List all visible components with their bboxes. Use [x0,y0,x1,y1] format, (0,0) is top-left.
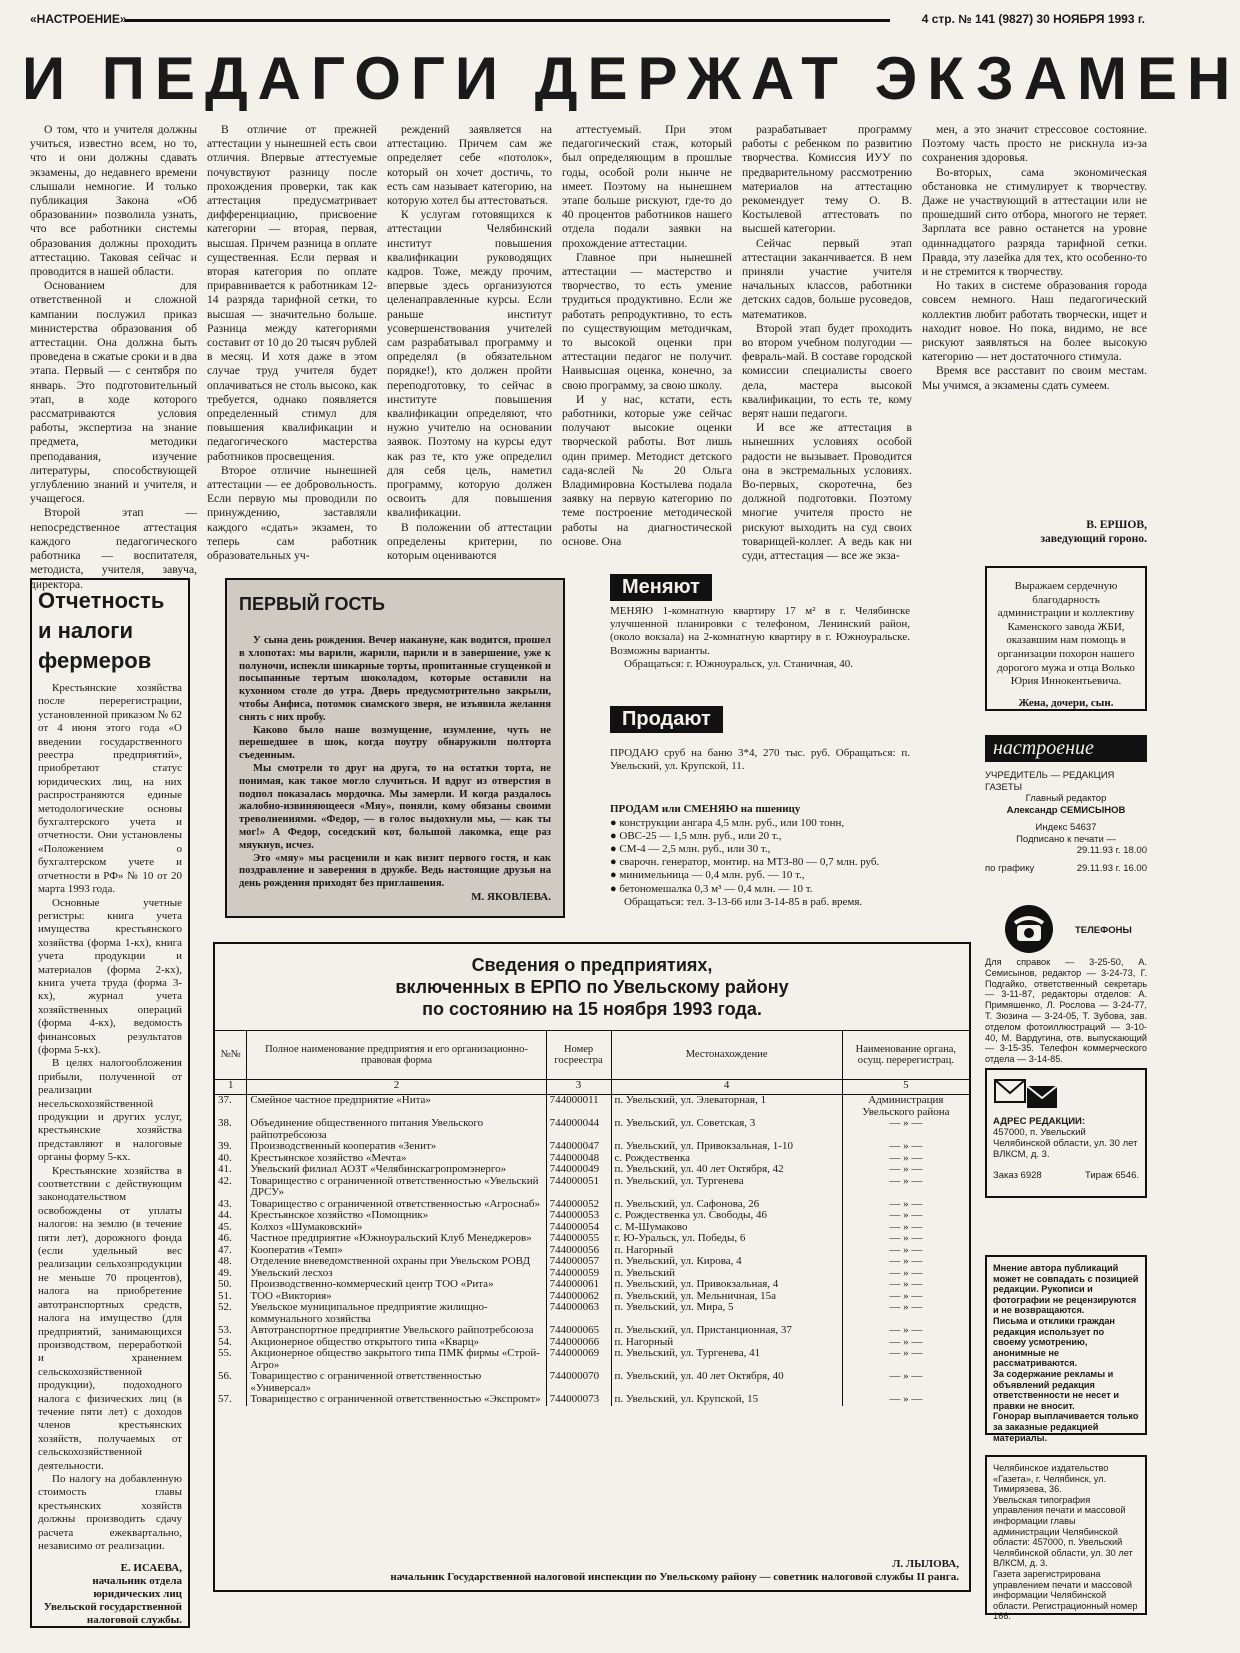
paragraph: В положении об аттестации определены критерии, по которым оцениваются [387,520,552,563]
disclaimer-line: Мнение автора публикаций может не совпадать с позицией редакции. Рукописи и фотографии не рецензируются и не возвращаются. [993,1263,1139,1316]
table-cell-n: 42. [218,1174,232,1187]
table-cell-n: 54. [218,1335,232,1348]
table-cell-name: Товарищество с ограниченной ответственностью «Агроснаб» [247,1199,546,1211]
sell2-contact: Обращаться: тел. 3-13-66 или 3-14-85 в раб. время. [624,895,863,908]
col-number: 3 [546,1080,611,1095]
farmers-body [38,682,182,1562]
table-cell-reg: 744000049 [546,1164,611,1176]
paragraph: Но таких в системе образования города совсем немного. Наш педагогический коллектив любит работать творчески, ищет и находит новое. Но пока, видимо, не все рискуют заявляться на более высокую категорию — нет достаточного стимула. [922,279,1147,364]
masthead [985,735,1147,905]
newspaper-logo: настроение [985,735,1147,762]
table-cell-org: — » — [842,1164,969,1176]
table-cell-name: Автотранспортное предприятие Увельского райпотребсоюза [247,1325,546,1337]
article-col-5 [742,123,912,563]
paragraph: Это «мяу» мы расценили и как визит первого гостя, и как поздравление и заверения в дружбе. Ведь настоящие друзья на день рождения приходят без приглашения. [239,852,551,890]
farmers-article [30,578,190,1628]
table-cell-org: — » — [842,1325,969,1337]
paragraph: Время все расставит по своим местам. Мы учимся, а экзамены сдать сумеем. [922,364,1147,392]
order-number: Заказ 6928 [993,1170,1042,1181]
erpo-title-line: включенных в ЕРПО по Увельскому району [395,977,789,997]
table-row [215,1348,969,1371]
telephone-icon [1005,905,1053,953]
table-cell-reg: 744000061 [546,1279,611,1291]
table-row [215,1095,969,1119]
phones-block [985,905,1147,1085]
list-item: ● сварочн. генератор, монтир. на МТЗ-80 — 0,7 млн. руб. [610,856,880,869]
table-cell-loc: п. Увельский, ул. Мельничная, 15а [611,1291,842,1303]
table-cell-loc: п. Увельский, ул. Элеваторная, 1 [611,1095,842,1119]
table-cell-n: 57. [218,1393,232,1405]
table-cell-n: 37. [218,1094,232,1106]
table-cell-org: — » — [842,1279,969,1291]
table-cell-loc: с. Рождественка [611,1153,842,1165]
founder: УЧРЕДИТЕЛЬ — РЕДАКЦИЯ ГАЗЕТЫ [985,770,1115,793]
signed-value: 29.11.93 г. 18.00 [1076,845,1147,856]
table-cell-n: 46. [218,1232,232,1244]
table-cell-org: Администрация Увельского района [842,1095,969,1119]
erpo-title-line: Сведения о предприятиях, [471,955,713,975]
address-text: 457000, п. Увельский Челябинской области, ул. 30 лет ВЛКСМ, д. 3. [993,1127,1138,1160]
table-cell-reg: 744000051 [546,1176,611,1199]
paragraph: И у нас, кстати, есть работники, которые уже сейчас получают высокие оценки творческой работы. Вот лишь один пример. Методист детского сада-яслей № 20 Ольга Владимировна Костылева подала заявку на первую категорию по теме построение методической работы на диагностической основе. Она [562,392,732,548]
header-rule [125,19,890,22]
table-cell-loc: п. Увельский, ул. Тургенева, 41 [611,1348,842,1371]
disclaimer-line: Гонорар выплачивается только за заказные редакцией материалы. [993,1411,1139,1443]
table-cell-name: Увельское муниципальное предприятие жилищно-коммунального хозяйства [247,1302,546,1325]
table-cell-n: 52. [218,1301,232,1313]
table-cell-org: — » — [842,1371,969,1394]
paragraph: Крестьянские хозяйства в соответствии с действующим законодательством освобождены от уплаты налогов: на землю (в течение пяти лет), дорожного фонда (если удельный вес реализации сельхозпродукции не меньше 70 процентов), налога на приобретение автотранспортных средств, налога на имущество (для предприятий, занимающихся производством, переработкой и хранением сельскохозяйственной продукции), подоходного налога с физических лиц (в течение пяти лет) с доходов членов крестьянских хозяйств, получаемых от сельскохозяйственной деятельности. [38,1164,182,1472]
table-cell-org: — » — [842,1256,969,1268]
table-row [215,1302,969,1325]
table-cell-loc: п. Нагорный [611,1337,842,1349]
table-cell-reg: 744000054 [546,1222,611,1234]
table-row [215,1394,969,1406]
table-row [215,1118,969,1141]
disclaimer-block [985,1255,1147,1443]
paragraph: К услугам готовящихся к аттестации Челябинский институт повышения квалификации руководящих кадров. Тоже, между прочим, впервые здесь организуются целенаправленные курсы. Если раньше институт усовершенствования учителей сам разрабатывал программу и определял (в обязательном порядке!), кто должен пройти переподготовку, то сейчас в институте повышения квалификации определяют, что нужно учителю на основании заявок. Поэтому на курсы едут как раз те, кто уже определил для себя цель, наметил программу, которую должен освоить для повышения квалификации. [387,208,552,520]
table-cell-reg: 744000053 [546,1210,611,1222]
table-cell-reg: 744000059 [546,1268,611,1280]
table-row [215,1141,969,1153]
printer-line: Газета зарегистрирована управлением печати и массовой информации Челябинской области. Регистрационный номер 166. [993,1568,1138,1622]
table-cell-org: — » — [842,1348,969,1371]
author-name: В. ЕРШОВ, [1086,518,1147,531]
table-cell-loc: п. Увельский, ул. Пристанционная, 37 [611,1325,842,1337]
table-cell-loc: с. М-Шумаково [611,1222,842,1234]
main-headline: И ПЕДАГОГИ ДЕРЖАТ ЭКЗАМЕН [22,45,1240,112]
author-role: начальник отдела юридических лиц Увельской государственной налоговой службы. [43,1575,182,1626]
article-col-4 [562,123,732,548]
table-cell-n: 38. [218,1117,232,1129]
list-item: ● конструкции ангара 4,5 млн. руб., или 100 тонн, [610,816,845,829]
col-number: 5 [842,1080,969,1095]
table-cell-reg: 744000070 [546,1371,611,1394]
table-cell-reg: 744000063 [546,1302,611,1325]
article-col-1 [30,123,197,591]
article-col-2 [207,123,377,563]
table-cell-loc: п. Увельский, ул. Привокзальная, 1-10 [611,1141,842,1153]
table-cell-reg: 744000062 [546,1291,611,1303]
author-role: начальник Государственной налоговой инспекции по Увельскому району — советник налоговой службы II ранга. [390,1571,959,1583]
table-cell-reg: 744000065 [546,1325,611,1337]
paragraph: аттестуемый. При этом педагогический стаж, который был определяющим в прошлые годы, особой роли нынче не имеет. Поэтому на нынешнем этапе больше рискуют, где-то до 40 процентов работников нашего отдела подали заявки на прохождение аттестации. [562,123,732,250]
table-cell-reg: 744000069 [546,1348,611,1371]
printer-line: Увельская типография управления печати и массовой информации главы администрации Челябинской области: 457000, п. Увельский Челябинской области, ул. 30 лет ВЛКСМ, д. 3. [993,1494,1133,1569]
erpo-title-line: по состоянию на 15 ноября 1993 года. [422,999,762,1019]
erpo-table [215,1030,969,1406]
table-cell-n: 41. [218,1163,232,1175]
exchange-tag: Меняют [610,574,712,601]
table-row [215,1210,969,1222]
table-cell-name: Товарищество с ограниченной ответственностью «Увельский ДРСУ» [247,1176,546,1199]
table-cell-org: — » — [842,1199,969,1211]
paragraph: Мы смотрели то друг на друга, то на остатки торта, не понимая, как такое могло случиться. И вдруг из отверстия в подпол показалась мордочка. Мы замерли. И когда раздалось жалобно-извиняющееся «Мяу», поняли, кому обязаны своими треволнениями. «Федор, — в голос выдохнули мы, — как ты мог!» А Федор, соседский кот, большой лакомка, еще раз мяукнув, исчез. [239,762,551,851]
phones-text: Для справок — 3-25-50, А. Семисынов, редактор — 3-24-73, Г. Подгайко, ответственный секретарь — 3-11-87, редакторы отделов: А. Примяшенко, Л. Рослова — 3-24-77, Т. Зюзина — 3-24-05, Т. Зубова, зав. отделом фотоиллюстраций — 3-10-40, М. Вардугина, отв. выпускающий — 3-15-35. Телефон коммерческого отдела — 3-14-85. [985,957,1147,1065]
address-block [985,1068,1147,1198]
paragraph: мен, а это значит стрессовое состояние. Поэтому часть просто не рискнула из-за сохранения здоровья. [922,123,1147,165]
table-cell-loc: п. Увельский, ул. 40 лет Октября, 42 [611,1164,842,1176]
table-row [215,1233,969,1245]
address-title: АДРЕС РЕДАКЦИИ: [993,1116,1086,1127]
paragraph: Крестьянские хозяйства после перерегистрации, установленной приказом № 62 от 4 июня этого года «О введении государственного реестра предприятий», приобретают статус юридических лиц, на них распространяются единые методологические основы бухгалтерского учета и отчетности. Они установлены «Положением о бухгалтерском учете и отчетности в РФ» № 10 от 20 марта 1993 года. [38,682,182,896]
col-header-reg: Номер госреестра [546,1031,611,1080]
table-cell-loc: п. Увельский, ул. Крупской, 15 [611,1394,842,1406]
phones-title: ТЕЛЕФОНЫ [1075,925,1132,936]
col-header-org: Наименование органа, осущ. перерегистрац. [842,1031,969,1080]
table-cell-reg: 744000044 [546,1118,611,1141]
col-number: 2 [247,1080,546,1095]
table-cell-org: — » — [842,1176,969,1199]
erpo-table-body [215,1095,969,1406]
author-name: Е. ИСАЕВА, [120,1562,182,1574]
table-cell-name: Увельский лесхоз [247,1268,546,1280]
sell-tag: Продают [610,706,723,733]
paragraph: разрабатывает программу работы с ребенком по развитию творчества. Комиссия ИУУ по предварительному рассмотрению материалов на аттестацию рекомендует тему О. В. Костылевой аттестовать по высшей категории. [742,123,912,236]
table-cell-name: ТОО «Виктория» [247,1291,546,1303]
erpo-table-block [213,942,971,1592]
list-item: ● СМ-4 — 2,5 млн. руб., или 30 т., [610,843,771,856]
table-cell-name: Увельский филиал АОЗТ «Челябинскагропромэнерго» [247,1164,546,1176]
col-header-num: №№ [215,1031,247,1080]
table-cell-loc: п. Увельский, ул. Тургенева [611,1176,842,1199]
first-guest-article [225,578,565,918]
article-signature [922,518,1147,546]
table-cell-org: — » — [842,1337,969,1349]
envelope-icon [993,1076,1139,1116]
paragraph: Каково было наше возмущение, изумление, чуть не перешедшее в шок, когда поутру обнаружили полторта съеденным. [239,724,551,762]
table-cell-org: — » — [842,1118,969,1141]
table-cell-loc: п. Увельский, ул. 40 лет Октября, 40 [611,1371,842,1394]
condolence-text: Выражаем сердечную благодарность администрации и коллективу Каменского завода ЖБИ, оказавшим нам помощь в организации похорон нашего дорогого мужа и отца Волько Юрия Иннокентьевича. [997,580,1135,688]
ads-sell [610,706,910,909]
table-row [215,1371,969,1394]
paragraph: В отличие от прежней аттестации у нынешней есть свои отличия. Впервые аттестуемые почувствуют разницу после прохождения проверки, так как аттестация предусматривает дифференциацию, присвоение категории — вторая, первая, высшая. Причем разница в оплате существенная. Если первая и вторая категория по оплате приравнивается к работникам 12-14 разряда тарифной сетки, то высшая — значительно больше. Разница между категориями составит от 10 до 20 тысяч рублей в месяц. И хотя даже в этом случае труд учителя будет оплачиваться не столь высоко, как требуется, однако появляется определенный стимул для повышения квалификации и педагогического мастерства работников просвещения. [207,123,377,463]
table-cell-n: 47. [218,1243,232,1256]
paragraph: По налогу на добавленную стоимость главы крестьянских хозяйств должны производить сдачу расчета ежеквартально, независимо от реализации. [38,1472,182,1552]
editor-name: Александр СЕМИСЫНОВ [1006,804,1126,816]
col-number: 1 [215,1080,247,1095]
table-cell-loc: п. Увельский, ул. Сафонова, 26 [611,1199,842,1211]
first-guest-title: ПЕРВЫЙ ГОСТЬ [239,594,385,614]
table-cell-reg: 744000048 [546,1153,611,1165]
page-header [30,12,1145,30]
sell-text: ПРОДАЮ сруб на баню 3*4, 270 тыс. руб. Обращаться: п. Увельский, ул. Крупской, 11. [610,747,910,773]
table-row [215,1256,969,1268]
table-cell-name: Производственный кооператив «Зенит» [247,1141,546,1153]
paragraph: В целях налогообложения прибыли, полученной от реализации несельскохозяйственной продукции и других услуг, крестьянские хозяйства представляют в налоговые органы форму 5-кх. [38,1057,182,1164]
table-cell-n: 55. [218,1347,232,1359]
table-cell-n: 50. [218,1278,232,1290]
table-cell-org: — » — [842,1233,969,1245]
article-col-6 [922,123,1147,503]
disclaimer-line: За содержание рекламы и объявлений редакция ответственности не несет и правки не вносит. [993,1368,1119,1411]
exchange-text: МЕНЯЮ 1-комнатную квартиру 17 м² в г. Челябинске улучшенной планировки с телефоном, Ленинский район, (около вокзала) на 2-комнатную квартиру в г. Южноуральске. Возможны варианты. [610,605,910,657]
table-cell-reg: 744000073 [546,1394,611,1406]
schedule-label: по графику [985,862,1035,874]
list-item: ● минимельница — 0,4 млн. руб. — 10 т., [610,869,805,882]
paragraph: И все же аттестация в нынешних условиях особой радости не вызывает. Проводится она в экстремальных условиях. Во-первых, скоротечна, без должной подготовки. Поэтому многие учителя просто не рискуют выходить на суд своих товарищей-коллег. А ведь как ни суди, аттестация — все же экза- [742,421,912,563]
index-number: Индекс 54637 [1035,822,1097,833]
condolence-from: Жена, дочери, сын. [1018,696,1114,709]
sell2-list [610,817,910,896]
table-cell-loc: п. Увельский, ул. Советская, 3 [611,1118,842,1141]
farmers-signature [38,1562,182,1627]
paragraph: Второй этап — непосредственное аттестация каждого педагогического работника — воспитателя, методиста, учителя, завуча, директора. [30,506,197,591]
paragraph: Во-вторых, сама экономическая обстановка не стимулирует к творчеству. Даже не участвующий в аттестации или не прошедший сито отбора, многого не теряет. Зарплата все равно останется на уровне одиннадцатого разряда тарифной сетки. Правда, эту лазейка для тех, кто особенно-то и не стремится к творчеству. [922,165,1147,279]
exchange-contact: Обращаться: г. Южноуральск, ул. Станичная, 40. [624,657,853,670]
table-cell-reg: 744000052 [546,1199,611,1211]
table-cell-org: — » — [842,1394,969,1406]
table-cell-reg: 744000055 [546,1233,611,1245]
sell2-head: ПРОДАМ или СМЕНЯЮ на пшеницу [610,803,801,816]
erpo-title [215,954,969,1020]
author-name: Л. ЛЫЛОВА, [892,1558,959,1570]
paragraph: реждений заявляется на аттестацию. Причем сам же определяет себе «потолок», который он хочет достичь, то есть сам называет категорию, на которую хотел бы аттестоваться. [387,123,552,208]
table-cell-loc: с. Рождественка ул. Свободы, 46 [611,1210,842,1222]
table-cell-reg: 744000011 [546,1095,611,1119]
table-cell-loc: п. Увельский, ул. Кирова, 4 [611,1256,842,1268]
farmers-title: Отчетность и налоги фермеров [38,588,165,673]
table-row [215,1164,969,1176]
condolence-notice [985,566,1147,711]
table-cell-org: — » — [842,1222,969,1234]
table-cell-name: Колхоз «Шумаковский» [247,1222,546,1234]
col-header-loc: Местонахождение [611,1031,842,1080]
table-row [215,1279,969,1291]
table-cell-n: 53. [218,1324,232,1336]
section-name: «НАСТРОЕНИЕ» [30,12,127,26]
table-cell-n: 56. [218,1370,232,1382]
list-item: ● бетономешалка 0,3 м³ — 0,4 млн. — 10 т. [610,882,813,895]
paragraph: Второе отличие нынешней аттестации — ее добровольность. Если первую мы проводили по принуждению, заставляли каждого «сдать» экзамен, то теперь сам работник образовательных уч- [207,463,377,563]
ads-exchange [610,574,910,671]
table-cell-org: — » — [842,1268,969,1280]
table-cell-org: — » — [842,1302,969,1325]
print-run: Тираж 6546. [1084,1170,1139,1181]
disclaimer-line: Письма и отклики граждан редакция использует по своему усмотрению, анонимные не рассматриваются. [993,1315,1115,1369]
table-cell-name: Крестьянское хозяйство «Помощник» [247,1210,546,1222]
table-cell-name: Частное предприятие «Южноуральский Клуб Менеджеров» [247,1233,546,1245]
table-cell-n: 40. [218,1151,232,1164]
table-cell-n: 39. [218,1140,232,1152]
table-cell-loc: п. Увельский [611,1268,842,1280]
table-cell-org: — » — [842,1291,969,1303]
table-cell-org: — » — [842,1153,969,1165]
editor-label: Главный редактор [1025,793,1107,804]
table-cell-org: — » — [842,1141,969,1153]
table-cell-org: — » — [842,1210,969,1222]
col-number: 4 [611,1080,842,1095]
first-guest-body [239,635,551,890]
printer-line: Челябинское издательство «Газета», г. Челябинск, ул. Тимирязева, 36. [993,1463,1109,1495]
table-cell-name: Товарищество с ограниченной ответственностью «Универсал» [247,1371,546,1394]
table-cell-org: — » — [842,1245,969,1257]
schedule-value: 29.11.93 г. 16.00 [1076,862,1147,874]
col-header-name: Полное наименование предприятия и его организационно-правовая форма [247,1031,546,1080]
paragraph: Основные учетные регистры: книга учета имущества крестьянского хозяйства (форма 1-кх), книга учета продукции и материалов (форма 2-кх), книга учета труда (форма 3-кх), журнал учета хозяйственных операций (форма 4-кх), ведомость финансовых результатов (форма 5-кх). [38,896,182,1056]
table-row [215,1176,969,1199]
table-cell-loc: г. Ю-Уральск, ул. Победы, 6 [611,1233,842,1245]
paragraph: О том, что и учителя должны учиться, известно всем, но то, что и они должны сдавать экзамены, до недавнего времени слышали немногие. И только публикация Закона «Об образовании» позволила узнать, что все работники системы образования должны проходить аттестацию. Таковая сейчас и проводится в нашей области. [30,123,197,279]
table-cell-n: 48. [218,1255,232,1267]
table-cell-name: Кооператив «Темп» [247,1245,546,1257]
table-cell-name: Смейное частное предприятие «Нита» [247,1095,546,1119]
author-role: заведующий гороно. [1040,532,1147,545]
table-cell-reg: 744000047 [546,1141,611,1153]
table-cell-name: Товарищество с ограниченной ответственностью «Экспромт» [247,1394,546,1406]
table-cell-name: Объединение общественного питания Увельского райпотребсоюза [247,1118,546,1141]
table-cell-name: Акционерное общество закрытого типа ПМК фирмы «Строй-Агро» [247,1348,546,1371]
erpo-signature [225,1558,959,1584]
paragraph: У сына день рождения. Вечер накануне, как водится, прошел в хлопотах: мы варили, жарили, парили и в завершение, уже к полуночи, испекли шикарные торты, пропитанные сгущенкой и посыпанные тертым шоколадом, которые оставили на кухонном столе до утра. Дверь предусмотрительно закрыли, чтобы Анфиса, потомок сиамского зверя, не изъявила желания снять с них пробу. [239,635,551,723]
paragraph: Второй этап будет проходить во втором учебном полугодии — февраль-май. В составе городской комиссии специалисты своего дела, мастера высокой квалификации, то есть те, кому верят наши педагоги. [742,321,912,421]
printer-block [985,1455,1147,1622]
signed-label: Подписано к печати — [1016,833,1116,845]
table-cell-reg: 744000066 [546,1337,611,1349]
list-item: ● ОВС-25 — 1,5 млн. руб., или 20 т., [610,829,782,842]
table-cell-name: Акционерное общество открытого типа «Кварц» [247,1337,546,1349]
table-cell-name: Производственно-коммерческий центр ТОО «Рита» [247,1279,546,1291]
first-guest-signature: М. ЯКОВЛЕВА. [471,891,551,903]
paragraph: Сейчас первый этап аттестации заканчивается. В нем приняли участие учителя начальных классов, работники детских садов, больше русоведов, математиков. [742,236,912,321]
table-cell-loc: п. Нагорный [611,1245,842,1257]
table-row [215,1325,969,1337]
table-cell-reg: 744000057 [546,1256,611,1268]
table-cell-n: 49. [218,1266,232,1279]
paragraph: Основанием для ответственной и сложной кампании послужил приказ министерства образования об аттестации. Она должна быть проведена в сжатые сроки и в два этапа. Первый — с сентября по январь. Это подготовительный этап, в ходе которого рассматриваются условия работы, экспертиза на знание предмета, методики преподавания, изучение литературы, способствующей углублению знаний и учителя, и учащегося. [30,279,197,506]
masthead-info [985,770,1147,874]
table-cell-n: 43. [218,1197,232,1210]
article-col-3 [387,123,552,563]
table-cell-name: Крестьянское хозяйство «Мечта» [247,1153,546,1165]
table-cell-loc: п. Увельский, ул. Привокзальная, 4 [611,1279,842,1291]
issue-info: 4 стр. № 141 (9827) 30 НОЯБРЯ 1993 г. [921,12,1145,26]
paragraph: Главное при нынешней аттестации — мастерство и творчество, то есть умение трудиться продуктивно. Если же работать репродуктивно, то есть по существующим методичкам, то высокой оценки при аттестации педагог не получит. Наивысшая оценка, конечно, за свою программу, за свою школу. [562,250,732,392]
table-cell-reg: 744000056 [546,1245,611,1257]
table-cell-n: 51. [218,1289,232,1302]
table-cell-name: Отделение вневедомственной охраны при Увельском РОВД [247,1256,546,1268]
table-cell-n: 44. [218,1209,232,1221]
table-cell-n: 45. [218,1220,232,1233]
table-cell-loc: п. Увельский, ул. Мира, 5 [611,1302,842,1325]
